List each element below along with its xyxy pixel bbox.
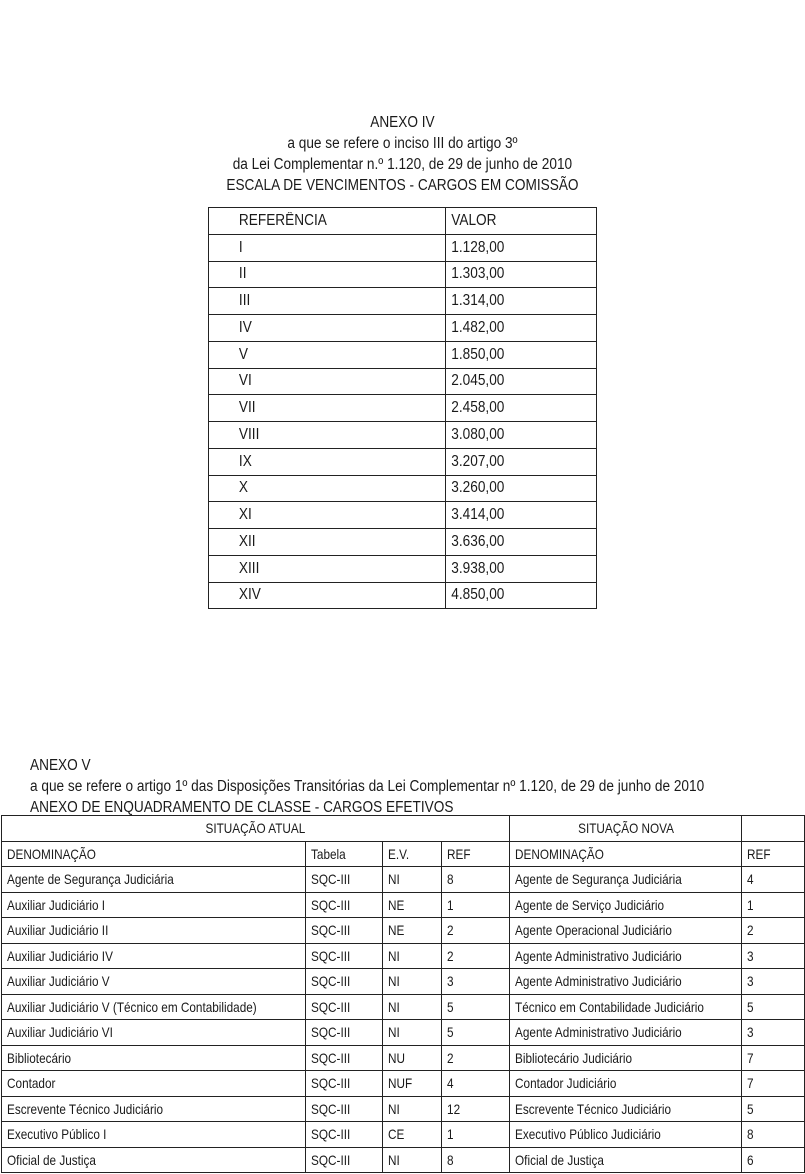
cell-ref: 8 [441,867,510,893]
cell-nova-ref: 5 [742,1096,805,1122]
cell-tabela: SQC-III [306,892,382,918]
cell-referencia: I [209,234,446,261]
cell-referencia: III [209,288,446,315]
anexo-iv-heading [48,112,756,196]
cell-ev: NUF [382,1071,441,1097]
cell-ev: NI [382,969,441,995]
table-row [2,969,805,995]
table-row [209,475,597,502]
table-row [2,943,805,969]
cell-tabela: SQC-III [306,918,382,944]
group-header-situacao-atual: SITUAÇÃO ATUAL [2,816,510,842]
cell-tabela: SQC-III [306,943,382,969]
anexo-iv-title: ANEXO IV [370,114,435,131]
anexo-v-subtitle: a que se refere o artigo 1º das Disposições Transitórias da Lei Complementar nº 1.120, de 29 de junho de 2010 [30,778,705,795]
cell-referencia: VII [209,395,446,422]
cell-denominacao: Auxiliar Judiciário V (Técnico em Contabilidade) [2,994,306,1020]
anexo-iv-table-title: ESCALA DE VENCIMENTOS - CARGOS EM COMISSÃO [226,177,579,194]
cell-denominacao: Contador [2,1071,306,1097]
cell-nova-denominacao: Agente de Serviço Judiciário [510,892,742,918]
cell-valor: 3.207,00 [446,448,597,475]
anexo-v-title: ANEXO V [30,757,91,774]
cell-tabela: SQC-III [306,1071,382,1097]
cell-tabela: SQC-III [306,994,382,1020]
table-row [209,261,597,288]
anexo-iv-subtitle: a que se refere o inciso III do artigo 3º [287,135,518,152]
anexo-v-table-title: ANEXO DE ENQUADRAMENTO DE CLASSE - CARGOS EFETIVOS [30,799,454,816]
table-row [209,502,597,529]
cell-nova-denominacao: Agente Administrativo Judiciário [510,1020,742,1046]
table-row [209,555,597,582]
cell-ev: NI [382,1020,441,1046]
cell-denominacao: Agente de Segurança Judiciária [2,867,306,893]
cell-nova-denominacao: Contador Judiciário [510,1071,742,1097]
cell-tabela: SQC-III [306,1045,382,1071]
cell-valor: 1.128,00 [446,234,597,261]
table-row [209,529,597,556]
table-row [209,448,597,475]
cell-ev: NI [382,1096,441,1122]
cell-referencia: V [209,341,446,368]
table-row [2,1020,805,1046]
cell-valor: 3.260,00 [446,475,597,502]
table-header-row [209,208,597,235]
cell-nova-denominacao: Agente Operacional Judiciário [510,918,742,944]
cell-nova-ref: 3 [742,943,805,969]
cell-referencia: XIII [209,555,446,582]
cell-ev: NI [382,1147,441,1173]
cell-referencia: XII [209,529,446,556]
cell-ref: 4 [441,1071,510,1097]
cell-denominacao: Executivo Público I [2,1122,306,1148]
table-row [2,1147,805,1173]
cell-referencia: IX [209,448,446,475]
column-header-nova-denominacao: DENOMINAÇÃO [510,841,742,867]
table-row [209,368,597,395]
empty-header-cell [742,816,805,842]
cell-denominacao: Auxiliar Judiciário II [2,918,306,944]
cell-tabela: SQC-III [306,1122,382,1148]
cell-ref: 12 [441,1096,510,1122]
cell-ev: NE [382,918,441,944]
cell-tabela: SQC-III [306,1147,382,1173]
table-row [2,867,805,893]
cell-referencia: X [209,475,446,502]
table-row [2,994,805,1020]
cell-ev: NI [382,994,441,1020]
cell-ref: 5 [441,994,510,1020]
cell-ref: 2 [441,1045,510,1071]
cell-ev: NI [382,943,441,969]
cell-nova-denominacao: Escrevente Técnico Judiciário [510,1096,742,1122]
cell-referencia: XIV [209,582,446,609]
cell-nova-ref: 1 [742,892,805,918]
cell-denominacao: Auxiliar Judiciário V [2,969,306,995]
cell-nova-denominacao: Técnico em Contabilidade Judiciário [510,994,742,1020]
column-header-tabela: Tabela [306,841,382,867]
cell-ref: 2 [441,943,510,969]
cell-valor: 3.080,00 [446,422,597,449]
cell-valor: 1.303,00 [446,261,597,288]
cell-tabela: SQC-III [306,1096,382,1122]
cell-referencia: VIII [209,422,446,449]
cell-nova-ref: 7 [742,1045,805,1071]
cell-nova-denominacao: Executivo Público Judiciário [510,1122,742,1148]
cell-ref: 8 [441,1147,510,1173]
table-row [209,288,597,315]
cell-ev: CE [382,1122,441,1148]
cell-nova-ref: 7 [742,1071,805,1097]
cell-ev: NE [382,892,441,918]
cell-referencia: XI [209,502,446,529]
cell-denominacao: Auxiliar Judiciário IV [2,943,306,969]
table-row [2,918,805,944]
cell-nova-ref: 3 [742,969,805,995]
cell-nova-ref: 5 [742,994,805,1020]
class-framework-table [1,815,805,1173]
cell-valor: 2.458,00 [446,395,597,422]
cell-referencia: IV [209,315,446,342]
cell-nova-ref: 6 [742,1147,805,1173]
cell-ref: 3 [441,969,510,995]
table-header-row [2,841,805,867]
cell-tabela: SQC-III [306,867,382,893]
cell-denominacao: Bibliotecário [2,1045,306,1071]
cell-valor: 3.938,00 [446,555,597,582]
table-row [2,1096,805,1122]
table-row [209,315,597,342]
cell-nova-ref: 4 [742,867,805,893]
column-header-valor: VALOR [446,208,597,235]
cell-nova-denominacao: Agente Administrativo Judiciário [510,943,742,969]
column-header-ref: REF [441,841,510,867]
cell-valor: 3.636,00 [446,529,597,556]
table-row [209,395,597,422]
table-row [2,1122,805,1148]
cell-referencia: II [209,261,446,288]
cell-nova-ref: 8 [742,1122,805,1148]
cell-nova-denominacao: Agente Administrativo Judiciário [510,969,742,995]
table-row [2,1071,805,1097]
cell-tabela: SQC-III [306,969,382,995]
table-row [209,341,597,368]
anexo-v-heading [30,755,805,818]
column-header-referencia: REFERÊNCIA [209,208,446,235]
cell-valor: 1.850,00 [446,341,597,368]
column-header-nova-ref: REF [742,841,805,867]
cell-nova-denominacao: Agente de Segurança Judiciária [510,867,742,893]
cell-valor: 3.414,00 [446,502,597,529]
cell-nova-ref: 2 [742,918,805,944]
cell-valor: 1.314,00 [446,288,597,315]
table-row [209,234,597,261]
table-row [2,1045,805,1071]
anexo-iv-law-reference: da Lei Complementar n.º 1.120, de 29 de junho de 2010 [232,156,573,173]
cell-tabela: SQC-III [306,1020,382,1046]
cell-denominacao: Auxiliar Judiciário VI [2,1020,306,1046]
cell-ref: 1 [441,892,510,918]
cell-denominacao: Escrevente Técnico Judiciário [2,1096,306,1122]
table-row [2,892,805,918]
cell-ref: 5 [441,1020,510,1046]
column-header-ev: E.V. [382,841,441,867]
cell-valor: 1.482,00 [446,315,597,342]
cell-nova-denominacao: Bibliotecário Judiciário [510,1045,742,1071]
cell-nova-denominacao: Oficial de Justiça [510,1147,742,1173]
cell-denominacao: Oficial de Justiça [2,1147,306,1173]
cell-valor: 2.045,00 [446,368,597,395]
cell-denominacao: Auxiliar Judiciário I [2,892,306,918]
table-row [209,422,597,449]
cell-ref: 1 [441,1122,510,1148]
cell-referencia: VI [209,368,446,395]
group-header-row [2,816,805,842]
cell-ev: NI [382,867,441,893]
cell-ref: 2 [441,918,510,944]
cell-valor: 4.850,00 [446,582,597,609]
group-header-situacao-nova: SITUAÇÃO NOVA [510,816,742,842]
salary-scale-table [208,207,597,609]
cell-nova-ref: 3 [742,1020,805,1046]
cell-ev: NU [382,1045,441,1071]
column-header-denominacao: DENOMINAÇÃO [2,841,306,867]
table-row [209,582,597,609]
